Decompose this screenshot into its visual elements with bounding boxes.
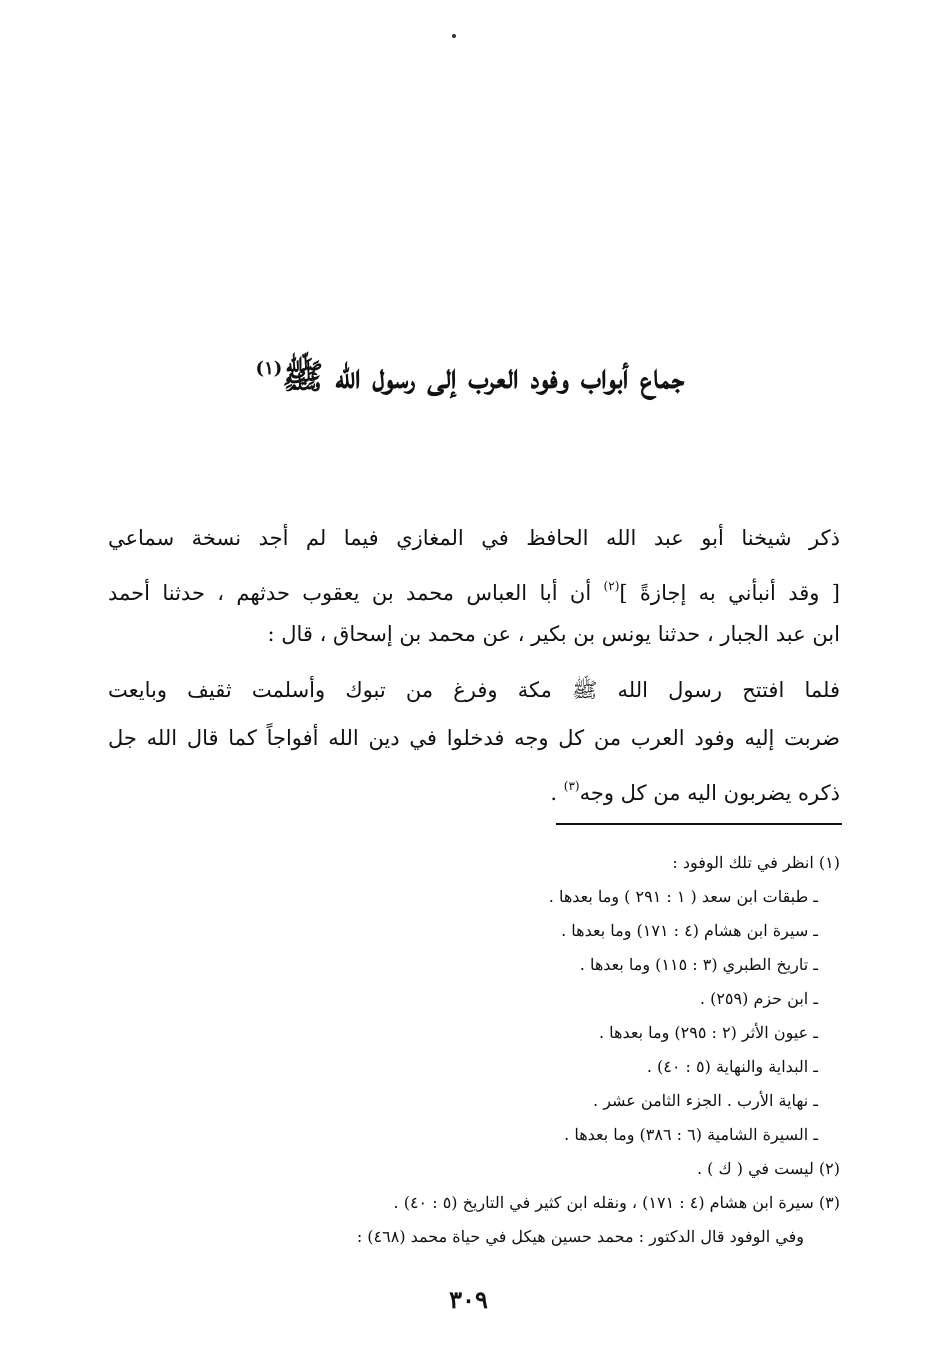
bracketed-note: [ وقد أنبأني به إجازةً ] (619, 581, 840, 605)
footnote-1-item: ـ طبقات ابن سعد ( ١ : ٢٩١ ) وما بعدها . (548, 887, 818, 906)
paragraph-2-line-1: فلما افتتح رسول الله ﷺ مكة وفرغ من تبوك وأسلمت ثقيف وبايعت (108, 678, 840, 702)
footnote-1-item: ـ ابن حزم (٢٥٩) . (699, 989, 818, 1008)
paragraph-2 (108, 666, 840, 810)
footnote-3-continued: وفي الوفود قال الدكتور : محمد حسين هيكل في حياة محمد (٤٦٨) : (356, 1227, 804, 1246)
chapter-title (100, 341, 840, 405)
footnote-2: (٢) ليست في ( ك ) . (696, 1159, 840, 1178)
footnote-1-item: ـ نهاية الأرب . الجزء الثامن عشر . (593, 1091, 818, 1110)
footnote-separator (556, 823, 842, 825)
paragraph-2-line-3 (108, 762, 840, 810)
footnote-1-item: ـ سيرة ابن هشام (٤ : ١٧١) وما بعدها . (561, 921, 818, 940)
footnote-1-head: (١) انظر في تلك الوفود : (672, 853, 840, 872)
paragraph-2-line-3-end: . (550, 781, 564, 805)
page-number: ٣٠٩ (449, 1285, 488, 1314)
paragraph-2-line-2: ضربت إليه وفود العرب من كل وجه فدخلوا في دين الله أفواجاً كما قال الله جل (108, 726, 840, 750)
paragraph-1-line-2 (108, 562, 840, 610)
chapter-title-text: جماع أبواب وفود العرب إلى رسول الله ﷺ (282, 356, 685, 397)
footnote-1-item: ـ تاريخ الطبري (٣ : ١١٥) وما بعدها . (579, 955, 818, 974)
footnote-1-item: ـ عيون الأثر (٢ : ٢٩٥) وما بعدها . (598, 1023, 818, 1042)
footnote-ref-3: (٣) (563, 779, 580, 793)
paragraph-1-line-2-rest: أن أبا العباس محمد بن يعقوب حدثهم ، حدثنا أحمد (108, 581, 604, 605)
footnote-ref-2: (٢) (603, 579, 620, 593)
footnotes (200, 846, 840, 1254)
footnote-3: (٣) سيرة ابن هشام (٤ : ١٧١) ، ونقله ابن كثير في التاريخ (٥ : ٤٠) . (393, 1193, 840, 1212)
ink-speck (452, 34, 456, 38)
footnote-1-item: ـ البداية والنهاية (٥ : ٤٠) . (646, 1057, 818, 1076)
footnote-1-item: ـ السيرة الشامية (٦ : ٣٨٦) وما بعدها . (564, 1125, 818, 1144)
paragraph-1-line-3: ابن عبد الجبار ، حدثنا يونس بن بكير ، عن محمد بن إسحاق ، قال : (267, 622, 840, 646)
paragraph-2-line-3-text: ذكره يضربون اليه من كل وجه (579, 781, 840, 805)
paragraph-1 (108, 514, 840, 658)
title-footnote-ref: (١) (255, 357, 283, 379)
paragraph-1-line-1: ذكر شيخنا أبو عبد الله الحافظ في المغازي فيما لم أجد نسخة سماعي (108, 526, 840, 550)
